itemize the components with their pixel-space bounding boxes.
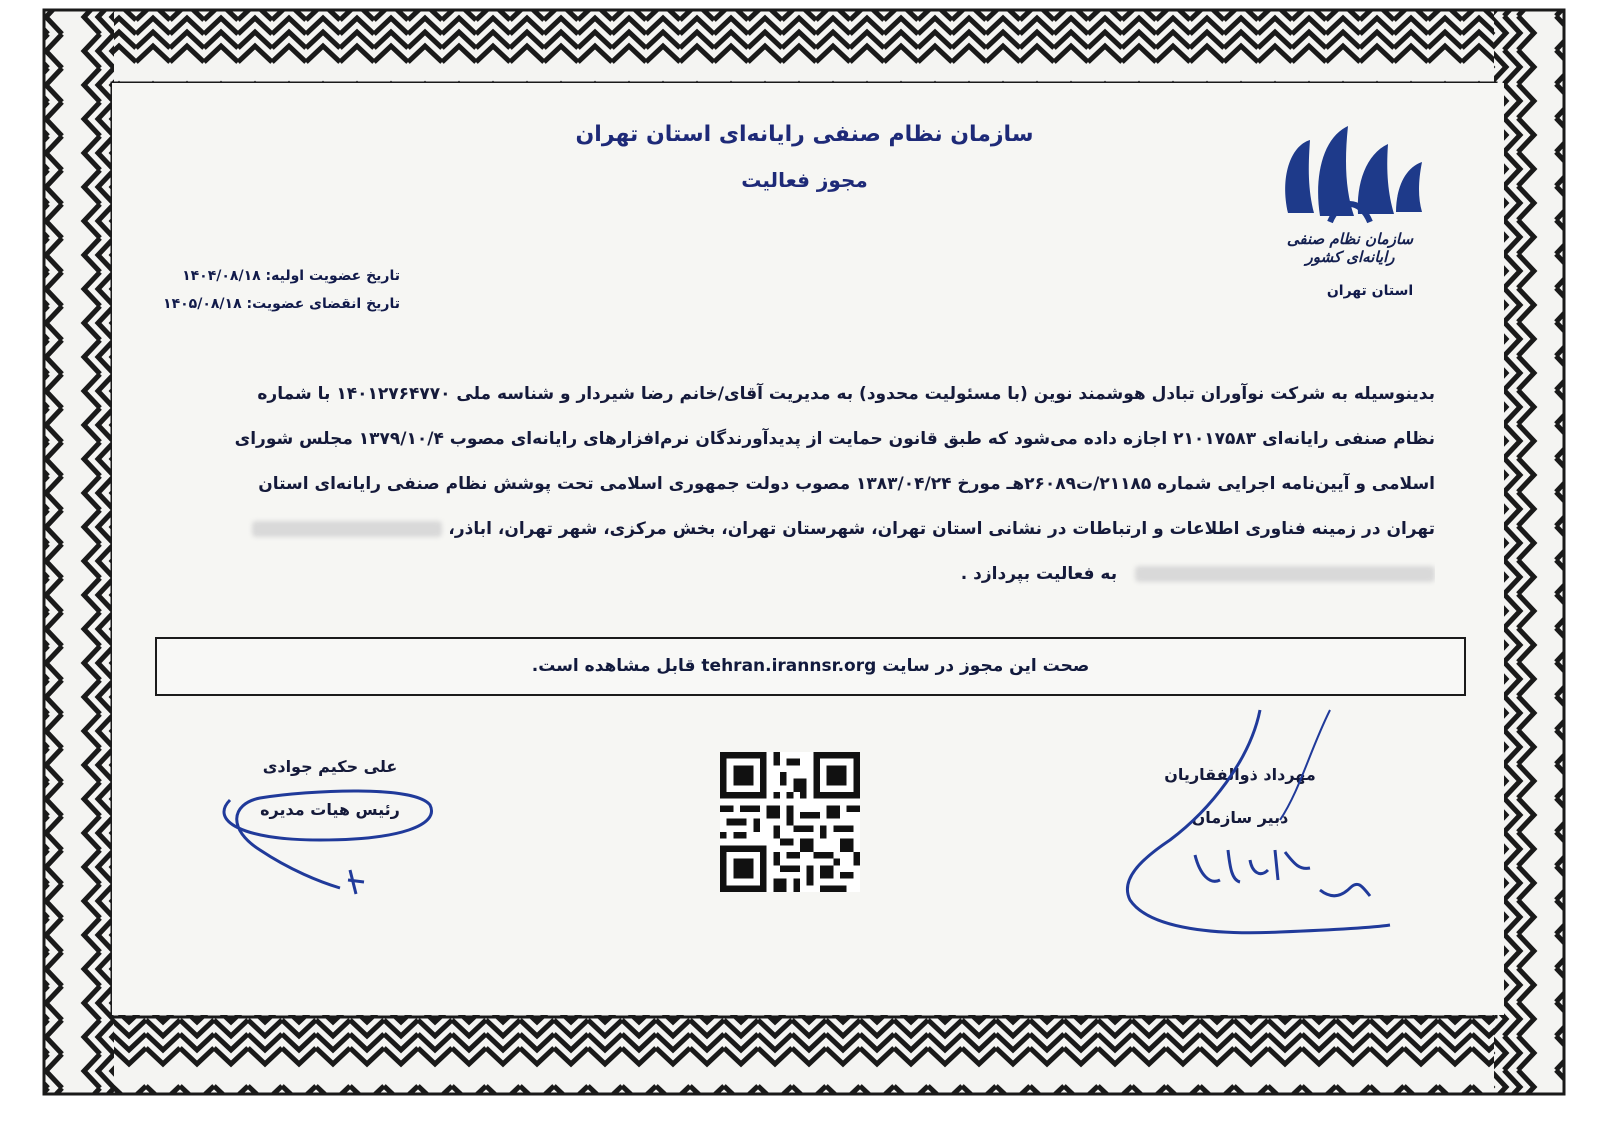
secretary-role: دبیر سازمان bbox=[1191, 808, 1289, 827]
first-membership-date: ۱۴۰۴/۰۸/۱۸ bbox=[182, 268, 261, 284]
logo-province: استان تهران bbox=[1326, 283, 1414, 299]
organization-title: سازمان نظام صنفی رایانه‌ای استان تهران bbox=[575, 122, 1034, 147]
document-title: مجوز فعالیت bbox=[741, 168, 868, 192]
paragraph-line-1: بدینوسیله به شرکت نوآوران تبادل هوشمند نوین (با مسئولیت محدود) به مدیریت آقای/خانم رضا شیردار و شناسه ملی ۱۴۰۱۲۷۶۴۷۷۰ با شماره bbox=[257, 384, 1435, 404]
first-membership-row bbox=[150, 268, 400, 284]
chairman-signature-icon bbox=[200, 770, 460, 910]
paragraph-line-2: نظام صنفی رایانه‌ای ۲۱۰۱۷۵۸۳ اجازه داده می‌شود که طبق قانون حمایت از پدیدآورندگان نرم‌افزارهای رایانه‌ای مصوب ۱۳۷۹/۱۰/۴ مجلس شورای bbox=[234, 429, 1435, 449]
redacted-address-2 bbox=[1135, 566, 1435, 582]
paragraph-line-5 bbox=[155, 552, 1435, 597]
expiry-membership-label: تاریخ انقضای عضویت: bbox=[246, 296, 400, 312]
verification-box bbox=[155, 637, 1466, 696]
secretary-name: مهرداد ذوالفقاریان bbox=[1164, 765, 1316, 784]
expiry-membership-date: ۱۴۰۵/۰۸/۱۸ bbox=[163, 296, 242, 312]
logo-caption: سازمان نظام صنفی رایانه‌ای کشور bbox=[1286, 230, 1414, 266]
activity-clause: به فعالیت بپردازد . bbox=[960, 564, 1118, 584]
address-text: تهران در زمینه فناوری اطلاعات و ارتباطات در نشانی استان تهران، شهرستان تهران، بخش مرکزی، شهر تهران، اباذر، bbox=[448, 519, 1435, 539]
logo-emblem-icon bbox=[1270, 118, 1430, 228]
paragraph-line-3: اسلامی و آیین‌نامه اجرایی شماره ۲۱۱۸۵/ت۲۶۰۸۹هـ مورخ ۱۳۸۳/۰۴/۲۴ مصوب دولت جمهوری اسلامی تحت پوشش نظام صنفی رایانه‌ای استان bbox=[258, 474, 1435, 494]
secretary-signature-icon bbox=[1100, 700, 1400, 960]
first-membership-label: تاریخ عضویت اولیه: bbox=[265, 268, 400, 284]
redacted-address-1 bbox=[252, 521, 442, 537]
verification-text-after: قابل مشاهده است. bbox=[531, 656, 696, 676]
paragraph-line-4 bbox=[155, 507, 1435, 552]
chairman-name: علی حکیم جوادی bbox=[262, 757, 398, 776]
organization-logo bbox=[1270, 118, 1430, 308]
qr-code-icon[interactable] bbox=[720, 752, 860, 892]
license-paragraph bbox=[155, 372, 1435, 597]
verification-text-before: صحت این مجوز در سایت bbox=[882, 656, 1090, 676]
expiry-membership-row bbox=[150, 296, 400, 312]
chairman-role: رئیس هیات مدیره bbox=[260, 800, 400, 819]
verification-site[interactable]: tehran.irannsr.org bbox=[701, 656, 877, 676]
